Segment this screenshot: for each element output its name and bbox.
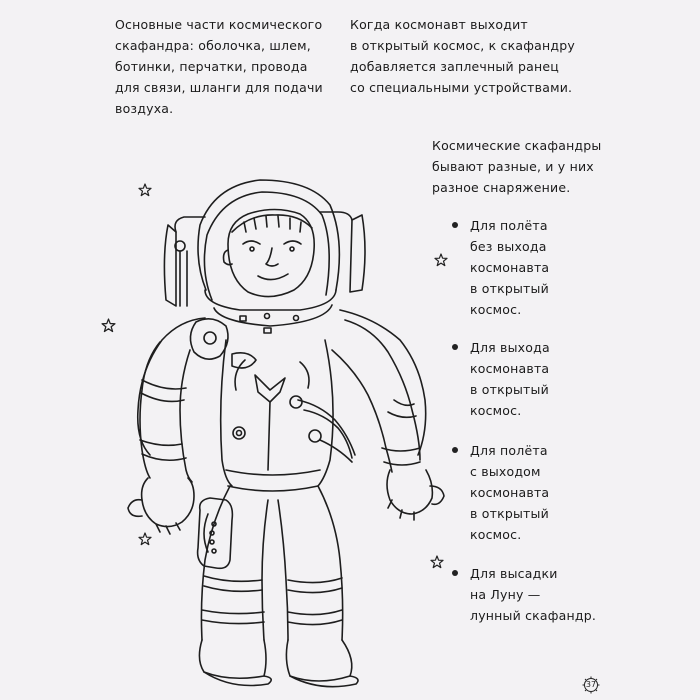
star-icon [138,532,152,546]
text-line: Для высадки [470,566,558,581]
star-icon [101,318,116,333]
text-line: без выхода [470,239,547,254]
text-line: со специальными устройствами. [350,80,573,95]
text-line: скафандра: оболочка, шлем, [115,38,311,53]
text-line: в открытый [470,281,549,296]
text-line: Для полёта [470,443,548,458]
text-line: на Луну — [470,587,541,602]
star-icon [430,555,444,569]
text-line: воздуха. [115,101,174,116]
text-line: космонавта [470,260,550,275]
text-line: Когда космонавт выходит [350,17,528,32]
text-line: Космические скафандры [432,138,602,153]
text-line: в открытый [470,506,549,521]
star-icon [138,183,152,197]
text-line: для связи, шланги для подачи [115,80,323,95]
text-line: в открытый [470,382,549,397]
text-line: лунный скафандр. [470,608,597,623]
text-line: космос. [470,302,522,317]
text-line: с выходом [470,464,541,479]
text-line: космонавта [470,361,550,376]
text-line: Для выхода [470,340,550,355]
text-line: Основные части космического [115,17,323,32]
text-line: в открытый космос, к скафандру [350,38,575,53]
text-line: добавляется заплечный ранец [350,59,559,74]
star-icon [434,253,448,267]
text-line: разное снаряжение. [432,180,571,195]
text-line: Для полёта [470,218,548,233]
text-line: бывают разные, и у них [432,159,594,174]
page-number [582,676,600,694]
page-number-text: 37 [585,680,597,689]
text-line: космонавта [470,485,550,500]
text-line: ботинки, перчатки, провода [115,59,308,74]
text-line: космос. [470,403,522,418]
text-line: космос. [470,527,522,542]
